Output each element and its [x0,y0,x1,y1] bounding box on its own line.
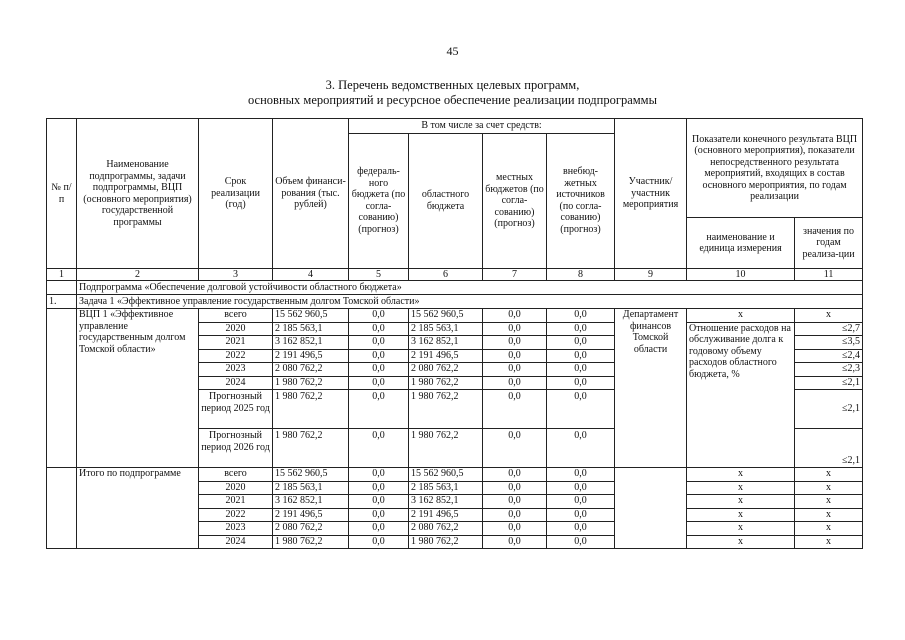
title-line-2: основных мероприятий и ресурсное обеспечение реализации подпрограммы [248,93,657,107]
total-name: Итого по подпрограмме [77,468,199,549]
table-row: 2024 1 980 762,2 0,0 1 980 762,2 0,0 0,0 ≤2,1 [47,376,863,390]
table-row: 2024 1 980 762,2 0,0 1 980 762,2 0,0 0,0 х х [47,535,863,549]
header-extra: внебюд-жетных источников (по согла-сованию) (прогноз) [547,133,615,269]
vcp-name: ВЦП 1 «Эффективное управление государственным долгом Томской области» [77,309,199,468]
header-num: № п/п [47,119,77,269]
programs-table [46,118,863,549]
task-row [47,295,863,309]
task-title: Задача 1 «Эффективное управление государственным долгом Томской области» [77,295,863,309]
table-row: 2021 3 162 852,1 0,0 3 162 852,1 0,0 0,0 ≤3,5 [47,336,863,350]
header-regional: областного бюджета [409,133,483,269]
task-num: 1. [47,295,77,309]
header-name: Наименование подпрограммы, задачи подпрограммы, ВЦП (основного мероприятия) государственной программы [77,119,199,269]
title-line-1: 3. Перечень ведомственных целевых программ, [325,78,580,92]
vcp-participant: Департамент финансов Томской области [615,309,687,468]
table-row: 2023 2 080 762,2 0,0 2 080 762,2 0,0 0,0 ≤2,3 [47,363,863,377]
table-row: Прогнозный период 2025 год 1 980 762,2 0,0 1 980 762,2 0,0 0,0 ≤2,1 [47,390,863,429]
table-row: ВЦП 1 «Эффективное управление государственным долгом Томской области» всего 15 562 960,5 0,0 15 562 960,5 0,0 0,0 Департамент финансов Томской области х х [47,309,863,323]
header-federal: федераль-ного бюджета (по согла-сованию) (прогноз) [349,133,409,269]
table-row: 2022 2 191 496,5 0,0 2 191 496,5 0,0 0,0 ≤2,4 [47,349,863,363]
subprogram-title: Подпрограмма «Обеспечение долговой устойчивости областного бюджета» [77,281,863,295]
header-ind-name: наименование и единица измерения [687,218,795,269]
header-participant: Участник/ участник мероприятия [615,119,687,269]
table-row: Прогнозный период 2026 год 1 980 762,2 0,0 1 980 762,2 0,0 0,0 ≤2,1 [47,429,863,468]
table-row: 2022 2 191 496,5 0,0 2 191 496,5 0,0 0,0 х х [47,508,863,522]
table-row: 2021 3 162 852,1 0,0 3 162 852,1 0,0 0,0 х х [47,495,863,509]
table-row: Итого по подпрограмме всего 15 562 960,5 0,0 15 562 960,5 0,0 0,0 х х [47,468,863,482]
header-including: В том числе за счет средств: [349,119,615,134]
header-row-1 [47,119,863,134]
subprogram-row [47,281,863,295]
table-row: 2020 2 185 563,1 0,0 2 185 563,1 0,0 0,0 Отношение расходов на обслуживание долга к годовому объему расходов областного бюджета, % ≤2,7 [47,322,863,336]
vcp-indicator: Отношение расходов на обслуживание долга к годовому объему расходов областного бюджета, % [687,322,795,468]
header-indicators: Показатели конечного результата ВЦП (основного мероприятия), показатели непосредственного результата мероприятий, входящих в состав основного мероприятия, по годам реализации [687,119,863,218]
table-row: 2020 2 185 563,1 0,0 2 185 563,1 0,0 0,0 х х [47,481,863,495]
header-volume: Объем финанси-рования (тыс. рублей) [273,119,349,269]
column-numbers-row: 1 2 3 4 5 6 7 8 9 10 11 [47,269,863,281]
page-number: 45 [446,44,459,58]
header-local: местных бюджетов (по согла-сованию) (прогноз) [483,133,547,269]
header-ind-values: значения по годам реализа-ции [795,218,863,269]
table-row: 2023 2 080 762,2 0,0 2 080 762,2 0,0 0,0 х х [47,522,863,536]
page-title [0,78,905,108]
header-term: Срок реализации (год) [199,119,273,269]
